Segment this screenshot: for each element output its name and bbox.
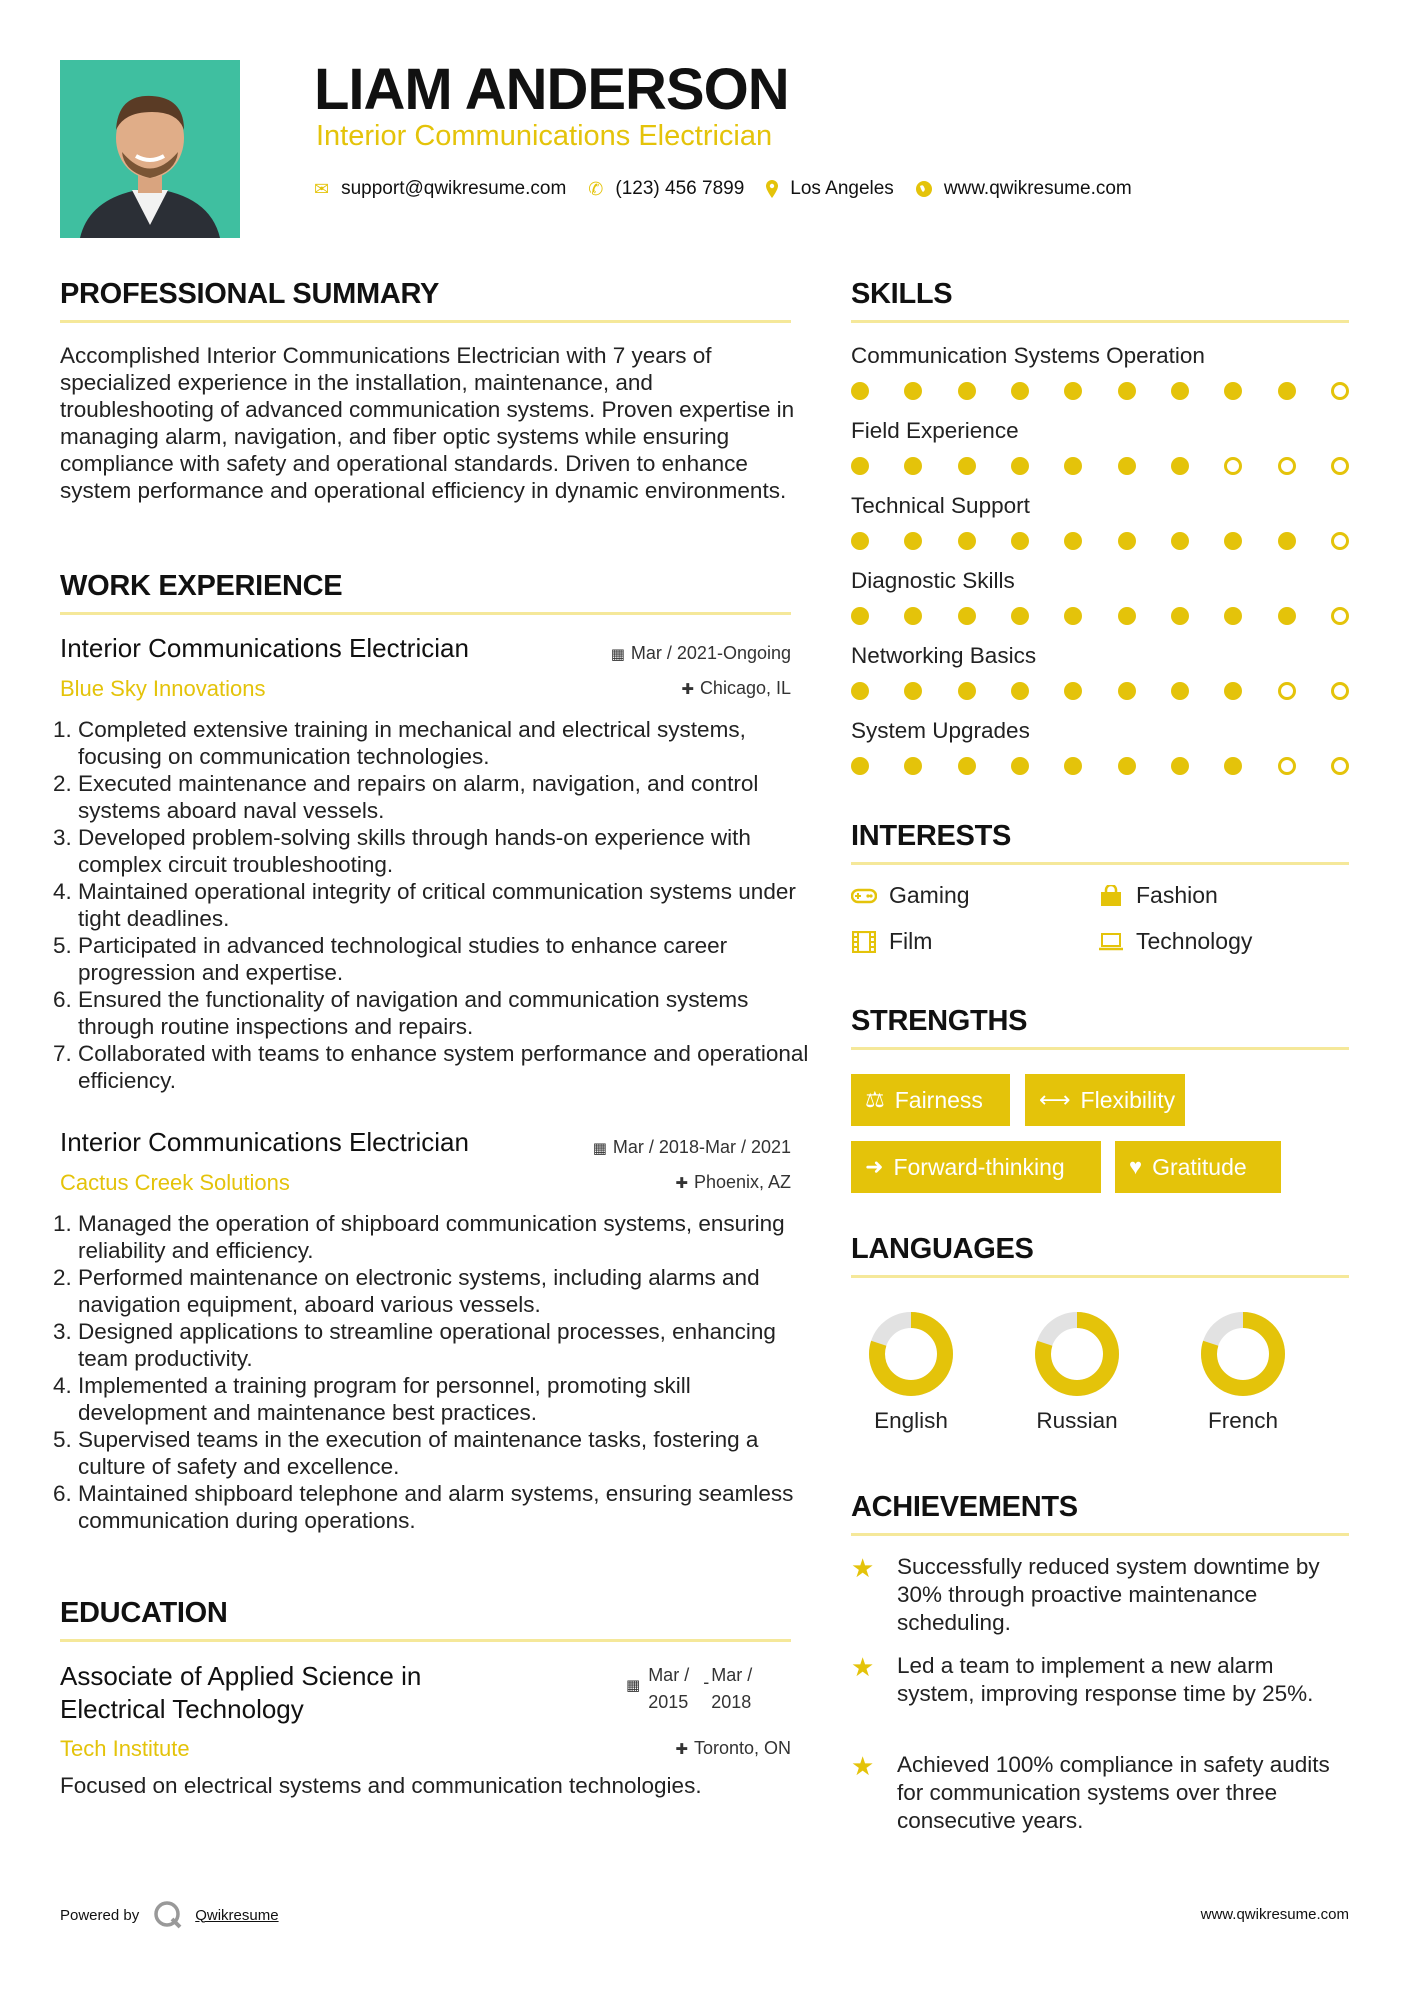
rating-dot-filled (958, 757, 976, 775)
rating-dot-filled (1118, 532, 1136, 550)
envelope-icon: ✉ (314, 178, 330, 199)
job-title: Interior Communications Electrician (60, 633, 469, 663)
profile-photo (60, 60, 240, 238)
candidate-name: LIAM ANDERSON (314, 57, 789, 122)
rating-dot-filled (1064, 457, 1082, 475)
strength-label: Forward-thinking (893, 1153, 1065, 1180)
edu-end-1: Mar / (711, 1665, 753, 1685)
contact-website[interactable]: www.qwikresume.com (943, 178, 1132, 199)
rating-dot-empty (1331, 607, 1349, 625)
list-item: 6. Ensured the functionality of navigation and communication systems through routine inspections and repairs. (78, 986, 818, 1040)
footer-website[interactable]: www.qwikresume.com (1200, 1906, 1349, 1923)
rating-dot-filled (1224, 382, 1242, 400)
rating-dot-filled (1118, 757, 1136, 775)
rating-dot-empty (1331, 532, 1349, 550)
strength-label: Fairness (894, 1086, 983, 1113)
rating-dot-filled (1011, 682, 1029, 700)
interest-item (1098, 882, 1218, 909)
contact-email[interactable]: support@qwikresume.com (341, 178, 567, 199)
job-date (540, 643, 791, 664)
school-name: Tech Institute (60, 1736, 190, 1761)
star-icon: ★ (851, 1553, 875, 1583)
calendar-icon: ▦ (610, 645, 625, 663)
contact-phone[interactable]: (123) 456 7899 (615, 178, 745, 199)
interests-divider (851, 862, 1349, 865)
strength-label: Flexibility (1080, 1086, 1176, 1113)
edu-end-2: 2018 (711, 1692, 752, 1712)
rating-dot-filled (851, 682, 869, 700)
edu-start-1: Mar / (648, 1665, 690, 1685)
education-divider (60, 1639, 791, 1642)
strength-tag (851, 1074, 1010, 1126)
rating-dot-filled (1011, 607, 1029, 625)
list-item: 1. Completed extensive training in mechanical and electrical systems, focusing on communication technologies. (78, 716, 818, 770)
rating-dot-filled (1171, 682, 1189, 700)
job-date-text: Mar / 2021-Ongoing (630, 643, 791, 663)
rating-dot-filled (1064, 382, 1082, 400)
gamepad-icon (851, 888, 877, 904)
arrows-horizontal-icon: ⟷ (1039, 1087, 1071, 1112)
achievements-divider (851, 1533, 1349, 1536)
achievement-item (851, 1751, 1351, 1835)
rating-dot-empty (1331, 457, 1349, 475)
strength-tag (851, 1141, 1101, 1193)
candidate-title: Interior Communications Electrician (316, 120, 773, 152)
rating-dot-filled (851, 382, 869, 400)
skill-name: System Upgrades (851, 718, 1030, 743)
contact-bar (314, 178, 1154, 200)
shopping-bag-icon (1098, 885, 1124, 907)
heart-icon: ♥ (1129, 1154, 1143, 1179)
language-label: Russian (1036, 1408, 1118, 1433)
phone-icon: ✆ (588, 178, 604, 199)
star-icon: ★ (851, 1652, 875, 1682)
interest-label: Technology (1136, 928, 1253, 954)
powered-by-label: Powered by (60, 1906, 140, 1924)
languages-divider (851, 1275, 1349, 1278)
strength-tag (1025, 1074, 1185, 1126)
rating-dot-filled (1224, 682, 1242, 700)
strengths-divider (851, 1047, 1349, 1050)
rating-dot-filled (1064, 532, 1082, 550)
interest-item (851, 928, 932, 955)
rating-dot-filled (1011, 532, 1029, 550)
laptop-icon (1098, 933, 1124, 951)
summary-divider (60, 320, 791, 323)
arrow-right-icon: ➜ (865, 1154, 884, 1179)
rating-dot-filled (1064, 682, 1082, 700)
language-label: French (1207, 1408, 1279, 1433)
rating-dot-filled (1171, 757, 1189, 775)
rating-dot-filled (1011, 382, 1029, 400)
rating-dot-filled (904, 682, 922, 700)
achievement-text: Led a team to implement a new alarm system, improving response time by 25%. (897, 1653, 1314, 1706)
rating-dot-filled (1171, 382, 1189, 400)
rating-dot-filled (904, 757, 922, 775)
list-item: 5. Participated in advanced technological studies to enhance career progression and expertise. (78, 932, 818, 986)
rating-dot-empty (1278, 457, 1296, 475)
rating-dot-filled (904, 457, 922, 475)
achievements-heading: ACHIEVEMENTS (851, 1491, 1078, 1523)
language-label: English (874, 1408, 948, 1433)
strength-tag (1115, 1141, 1281, 1193)
skill-rating (851, 682, 1349, 700)
job-location-text: Phoenix, AZ (693, 1172, 791, 1192)
rating-dot-filled (904, 382, 922, 400)
degree-line-2: Electrical Technology (60, 1694, 304, 1724)
list-item: 3. Designed applications to streamline operational processes, enhancing team productivity. (78, 1318, 818, 1372)
rating-dot-filled (1011, 757, 1029, 775)
list-item: 4. Maintained operational integrity of critical communication systems under tight deadlines. (78, 878, 818, 932)
rating-dot-filled (1278, 532, 1296, 550)
interest-item (1098, 928, 1252, 955)
rating-dot-filled (1224, 532, 1242, 550)
education-description: Focused on electrical systems and communication technologies. (60, 1773, 702, 1798)
map-marker-icon (766, 180, 778, 198)
rating-dot-filled (1064, 607, 1082, 625)
job-date (540, 1137, 791, 1158)
rating-dot-filled (958, 607, 976, 625)
language-donut (1199, 1310, 1287, 1398)
language-item (846, 1310, 976, 1434)
list-item: 3. Developed problem-solving skills through hands-on experience with complex circuit troubleshooting. (78, 824, 818, 878)
strengths-heading: STRENGTHS (851, 1005, 1028, 1037)
rating-dot-filled (1171, 457, 1189, 475)
list-item: 5. Supervised teams in the execution of maintenance tasks, fostering a culture of safety and excellence. (78, 1426, 818, 1480)
education-date: ▦ Mar / 2015 - Mar / 2018 (626, 1662, 752, 1716)
education-heading: EDUCATION (60, 1597, 228, 1629)
rating-dot-filled (1118, 682, 1136, 700)
qwikresume-logo-icon (153, 1900, 183, 1930)
rating-dot-filled (904, 607, 922, 625)
interest-label: Gaming (889, 882, 970, 908)
brand-link[interactable]: Qwikresume (195, 1906, 279, 1924)
rating-dot-filled (1224, 757, 1242, 775)
job-bullets (60, 1210, 818, 1534)
rating-dot-filled (1278, 607, 1296, 625)
rating-dot-filled (1064, 757, 1082, 775)
skill-name: Communication Systems Operation (851, 343, 1205, 368)
job-bullets (60, 716, 818, 1094)
experience-divider (60, 612, 791, 615)
rating-dot-filled (851, 532, 869, 550)
rating-dot-filled (958, 382, 976, 400)
summary-text: Accomplished Interior Communications Electrician with 7 years of specialized experience in the installation, maintenance, and troubleshooting of advanced communication systems. Proven expertise in managing alarm, navigation, and fiber optic systems while ensuring compliance with safety and operational standards. Driven to enhance system performance and operational efficiency in dynamic environments. (60, 343, 795, 503)
rating-dot-empty (1331, 682, 1349, 700)
rating-dot-filled (958, 682, 976, 700)
rating-dot-filled (851, 607, 869, 625)
calendar-icon: ▦ (626, 1677, 641, 1694)
skills-divider (851, 320, 1349, 323)
rating-dot-filled (851, 457, 869, 475)
rating-dot-filled (851, 757, 869, 775)
language-item (1178, 1310, 1308, 1434)
rating-dot-filled (904, 532, 922, 550)
pushpin-icon: ✚ (675, 1740, 688, 1758)
edu-start-2: 2015 (648, 1692, 689, 1712)
achievement-item (851, 1553, 1351, 1637)
rating-dot-filled (1118, 607, 1136, 625)
star-icon: ★ (851, 1751, 875, 1781)
rating-dot-empty (1278, 682, 1296, 700)
job-location (540, 1172, 791, 1193)
rating-dot-filled (1224, 607, 1242, 625)
skill-rating (851, 757, 1349, 775)
globe-icon (916, 181, 932, 197)
language-donut (867, 1310, 955, 1398)
contact-location: Los Angeles (790, 178, 894, 199)
strength-label: Gratitude (1152, 1153, 1247, 1180)
degree-title (60, 1660, 421, 1726)
degree-line-1: Associate of Applied Science in (60, 1661, 422, 1691)
skill-rating (851, 457, 1349, 475)
list-item: 7. Collaborated with teams to enhance system performance and operational efficiency. (78, 1040, 818, 1094)
skill-name: Diagnostic Skills (851, 568, 1015, 593)
skill-rating (851, 382, 1349, 400)
rating-dot-filled (1118, 382, 1136, 400)
skill-name: Networking Basics (851, 643, 1037, 668)
languages-heading: LANGUAGES (851, 1233, 1034, 1265)
interests-heading: INTERESTS (851, 820, 1012, 852)
skill-rating (851, 532, 1349, 550)
job-location-text: Chicago, IL (699, 678, 791, 698)
school-location (540, 1738, 791, 1759)
interest-label: Fashion (1136, 882, 1218, 908)
rating-dot-filled (1171, 607, 1189, 625)
list-item: 2. Executed maintenance and repairs on alarm, navigation, and control systems aboard naval vessels. (78, 770, 818, 824)
job-date-text: Mar / 2018-Mar / 2021 (612, 1137, 791, 1157)
pushpin-icon: ✚ (681, 680, 694, 698)
balance-scale-icon: ⚖ (865, 1087, 885, 1112)
rating-dot-empty (1278, 757, 1296, 775)
job-company: Cactus Creek Solutions (60, 1170, 290, 1195)
footer-powered (60, 1900, 279, 1930)
rating-dot-filled (1278, 382, 1296, 400)
achievement-text: Achieved 100% compliance in safety audits for communication systems over three consecutive years. (897, 1752, 1330, 1833)
interest-item (851, 882, 970, 909)
achievement-text: Successfully reduced system downtime by 30% through proactive maintenance scheduling. (897, 1554, 1320, 1635)
school-location-text: Toronto, ON (693, 1738, 791, 1758)
rating-dot-filled (1118, 457, 1136, 475)
skills-heading: SKILLS (851, 278, 953, 310)
list-item: 1. Managed the operation of shipboard communication systems, ensuring reliability and efficiency. (78, 1210, 818, 1264)
language-item (1012, 1310, 1142, 1434)
pushpin-icon: ✚ (675, 1174, 688, 1192)
skill-name: Field Experience (851, 418, 1019, 443)
rating-dot-filled (958, 457, 976, 475)
achievement-item (851, 1652, 1351, 1708)
skill-rating (851, 607, 1349, 625)
job-title: Interior Communications Electrician (60, 1127, 469, 1157)
language-donut (1033, 1310, 1121, 1398)
rating-dot-filled (1171, 532, 1189, 550)
list-item: 2. Performed maintenance on electronic systems, including alarms and navigation equipment, aboard various vessels. (78, 1264, 818, 1318)
rating-dot-empty (1224, 457, 1242, 475)
calendar-icon: ▦ (592, 1139, 607, 1157)
film-icon (851, 931, 877, 953)
summary-heading: PROFESSIONAL SUMMARY (60, 278, 440, 310)
rating-dot-empty (1331, 382, 1349, 400)
job-location (540, 678, 791, 699)
skill-name: Technical Support (851, 493, 1030, 518)
job-company: Blue Sky Innovations (60, 676, 266, 701)
experience-heading: WORK EXPERIENCE (60, 570, 343, 602)
rating-dot-empty (1331, 757, 1349, 775)
interest-label: Film (889, 928, 933, 954)
rating-dot-filled (1011, 457, 1029, 475)
list-item: 4. Implemented a training program for personnel, promoting skill development and maintenance best practices. (78, 1372, 818, 1426)
rating-dot-filled (958, 532, 976, 550)
list-item: 6. Maintained shipboard telephone and alarm systems, ensuring seamless communication during operations. (78, 1480, 818, 1534)
